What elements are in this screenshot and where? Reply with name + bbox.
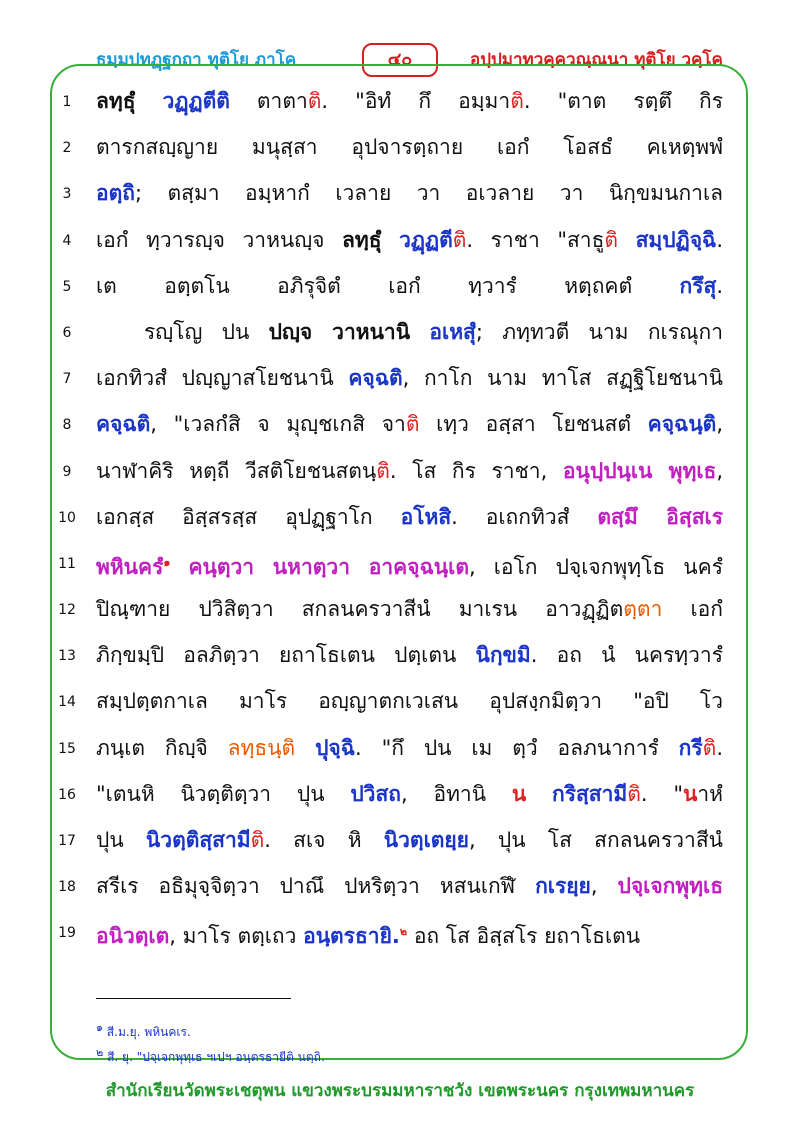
text-line	[0, 680, 800, 726]
text-line	[0, 911, 800, 957]
text-segment: อถ โส อิสฺสโร ยถาโธเตน	[407, 924, 641, 949]
text-line	[0, 588, 800, 634]
text-segment: . "ตาต รตฺตึ กิร	[523, 89, 723, 113]
line-text	[96, 130, 723, 164]
text-segment: ; ภทฺทวตี นาม กเรณุกา	[475, 319, 724, 344]
line-number: 3	[62, 186, 72, 203]
text-segment: ตารกสญฺญาย มนุสฺสา อุปจารตฺถาย เอกํ โอสธํ คเหตฺพพํ	[96, 135, 723, 160]
text-segment	[170, 555, 188, 579]
text-segment: , กาโก นาม ทาโส สฏฺฐิโยชนานิ	[402, 366, 723, 391]
text-line	[0, 727, 800, 773]
text-segment: วฏฺฏตี	[399, 227, 453, 252]
text-segment: เทฺว อสฺสา โยชนสตํ	[419, 412, 648, 437]
text-segment: ,	[716, 412, 723, 437]
text-segment: น	[511, 781, 527, 806]
text-segment: . "อิทํ กึ อมฺมา	[321, 89, 511, 113]
text-segment: ลทฺธุํ	[342, 227, 382, 252]
text-segment: ; ตสฺมา อมฺหากํ เวลาย วา อเวลาย วา นิกฺขมนกาเล	[134, 181, 723, 206]
text-segment: . สเจ หิ	[264, 828, 384, 852]
text-segment: น	[683, 781, 698, 806]
line-number: 16	[58, 786, 76, 803]
line-text	[96, 315, 723, 349]
text-line	[0, 265, 800, 311]
text-segment: กรี	[678, 735, 703, 760]
text-segment: ตาตา	[229, 89, 308, 113]
text-segment	[410, 320, 429, 344]
line-text	[96, 684, 723, 718]
line-number: 17	[58, 833, 76, 849]
text-segment: ตสฺมึ อิสฺสเร	[597, 504, 723, 529]
text-segment	[618, 228, 636, 252]
text-segment: ติ	[405, 412, 420, 437]
footnote-2	[96, 1043, 325, 1067]
line-number: 19	[58, 925, 76, 942]
text-segment: . อถ นํ นครทฺวารํ	[530, 643, 723, 668]
line-number: 9	[62, 463, 72, 480]
line-text	[96, 777, 723, 811]
line-text	[96, 915, 723, 953]
text-segment: ปญฺจ วาหนานิ	[268, 319, 411, 344]
footnote-rule	[96, 998, 291, 999]
text-line	[0, 403, 800, 449]
text-segment: .	[716, 227, 723, 252]
chapter-title: อปฺปมาทวคฺควณฺณนา ทุติโย วคฺโค	[470, 50, 723, 70]
line-text	[96, 869, 723, 903]
text-line	[0, 80, 800, 126]
text-segment: .	[391, 924, 400, 949]
text-segment: เอกํ ทฺวารญฺจ วาหนญฺจ	[96, 227, 343, 252]
text-segment: รญฺโญ ปน	[144, 319, 269, 344]
text-segment: . โส กิร ราชา,	[389, 458, 563, 483]
text-segment: ภิกฺขมฺปิ อลภิตฺวา ยถาโธเตน ปตฺเตน	[96, 643, 476, 668]
text-segment: กรึสุ	[679, 273, 717, 298]
text-segment: พหินครํ	[96, 554, 164, 579]
text-segment: คจฺฉนฺติ	[647, 412, 717, 437]
line-text	[96, 500, 723, 534]
text-segment: อเหสุํ	[429, 319, 476, 344]
footnote-2-text: สี. ยุ. "ปจฺเจกพุทฺเธ ฯเปฯ อนฺตรธายีติ นตฺถิ.	[103, 1050, 325, 1064]
text-line	[0, 172, 800, 218]
text-segment: นาฬาคิริ หตฺถี วีสติโยชนสตนฺ	[96, 458, 377, 483]
line-text	[96, 823, 723, 857]
text-line	[0, 126, 800, 172]
text-segment: อนฺตรธายิ	[303, 924, 392, 949]
line-number: 8	[62, 417, 72, 434]
text-segment: ติ	[604, 227, 619, 252]
line-number: 1	[62, 94, 72, 110]
text-segment: , มาโร ตตฺเถว	[169, 924, 304, 949]
text-segment: ปุน	[96, 828, 146, 852]
text-segment: คจฺฉติ	[348, 366, 403, 391]
line-text	[96, 454, 723, 488]
text-segment: ติ	[376, 458, 390, 483]
line-text	[96, 176, 723, 210]
text-segment: , อิทานิ	[401, 781, 512, 806]
text-line	[0, 311, 800, 357]
text-segment: "เตนหิ นิวตฺติตฺวา ปุน	[96, 781, 351, 806]
text-segment: สมฺปฏิจฺฉิ	[635, 227, 717, 252]
text-segment	[295, 736, 315, 760]
line-text	[96, 269, 723, 303]
footnote-2-mark: ๒	[96, 1046, 104, 1059]
text-segment: เอกํ	[662, 597, 723, 622]
text-line	[0, 542, 800, 588]
text-segment: ติ	[307, 89, 322, 113]
text-segment: ลทฺธุํ	[96, 89, 136, 113]
line-text	[96, 361, 723, 395]
text-segment: . อเถกทิวสํ	[451, 504, 598, 529]
text-segment: เต อตฺตโน อภิรุจิตํ เอกํ ทฺวารํ หตฺถคตํ	[96, 273, 680, 298]
text-segment: นิวตฺติสฺสามี	[145, 828, 251, 852]
text-segment: ติ	[452, 227, 467, 252]
text-segment: . "	[640, 781, 684, 806]
line-text	[96, 638, 723, 672]
text-segment: ติ	[250, 828, 265, 852]
footer-text: สำนักเรียนวัดพระเชตุพน แขวงพระบรมมหาราชวัง เขตพระนคร กรุงเทพมหานคร	[105, 1081, 695, 1101]
line-text	[96, 592, 723, 626]
text-segment: เอกสฺส อิสฺสรสฺส อุปฏฺฐาโก	[96, 504, 401, 529]
text-line	[0, 450, 800, 496]
text-segment: วฏฺฏตีติ	[162, 89, 230, 113]
footnote-ref: ๒	[399, 925, 408, 939]
text-segment: ปิณฺฑาย ปวิสิตฺวา สกลนครวาสีนํ มาเรน อาวฏฺฏิต	[96, 597, 624, 622]
text-segment: .	[716, 735, 723, 760]
text-line	[0, 865, 800, 911]
text-line	[0, 219, 800, 265]
line-number: 12	[58, 602, 76, 619]
text-segment: เอกทิวสํ ปญฺญาสโยชนานิ	[96, 366, 349, 391]
text-segment: ติ	[627, 781, 641, 806]
text-segment	[526, 782, 552, 806]
text-segment: . ราชา "สาธู	[466, 227, 605, 252]
text-segment: ภนฺเต กิญฺจิ	[96, 735, 228, 760]
text-line	[0, 357, 800, 403]
text-segment: ปุจฺฉิ	[315, 735, 356, 760]
line-text	[96, 731, 723, 765]
text-segment: ติ	[702, 735, 717, 760]
book-title: ธมฺมปทฏฺฐกถา ทุติโย ภาโค	[96, 50, 297, 70]
text-segment: , "เวลกํสิ จ มุญฺชเกสิ จา	[150, 412, 406, 437]
text-line	[0, 773, 800, 819]
line-number: 2	[62, 140, 72, 157]
text-segment: าหํ	[697, 781, 724, 806]
text-segment: ลทฺธนฺติ	[227, 735, 296, 760]
text-segment: ,	[590, 874, 618, 899]
text-line	[0, 496, 800, 542]
text-segment: อนิวตฺเต	[96, 924, 170, 949]
line-text	[96, 546, 723, 584]
text-segment: , เอโก ปจฺเจกพุทฺโธ นครํ	[468, 554, 723, 579]
line-text	[96, 84, 723, 118]
footnote-1	[96, 1018, 191, 1042]
text-segment: สมฺปตฺตกาเล มาโร อญฺญาตกเวเสน อุปสงฺกมิตฺวา "อปิ โว	[96, 689, 723, 714]
text-segment: ปจฺเจกพุทฺเธ	[617, 874, 724, 899]
text-segment	[382, 228, 400, 252]
text-segment: สรีเร อธิมุจฺจิตฺวา ปาณึ ปหริตฺวา หสนเกฬึ	[96, 874, 536, 899]
line-number: 15	[58, 740, 76, 757]
text-segment: อโหสิ	[400, 504, 452, 529]
text-segment: คนฺตฺวา นหาตฺวา อาคจฺฉนฺเต	[188, 554, 469, 579]
text-segment: กเรยฺย	[535, 874, 591, 899]
line-number: 7	[62, 371, 72, 388]
line-number: 18	[58, 879, 76, 896]
text-segment: คจฺฉติ	[96, 412, 151, 437]
text-segment	[136, 89, 163, 113]
line-text	[96, 407, 723, 441]
line-number: 11	[58, 555, 76, 572]
text-segment: นิกฺขมิ	[475, 643, 531, 668]
text-segment: , ปุน โส สกลนครวาสีนํ	[469, 828, 723, 852]
line-number: 6	[62, 324, 72, 341]
text-segment: ,	[716, 458, 724, 483]
text-segment: ติ	[510, 89, 524, 113]
text-body	[0, 80, 800, 958]
line-number: 10	[58, 509, 76, 526]
text-segment: ตฺตา	[623, 597, 663, 622]
line-number: 4	[62, 232, 72, 249]
text-segment: กริสฺสามี	[551, 781, 628, 806]
text-segment: . "กึ ปน เม ตฺวํ อลภนาการํ	[355, 735, 679, 760]
line-number: 13	[58, 648, 76, 665]
line-number: 5	[62, 278, 72, 295]
text-segment: .	[716, 273, 723, 298]
footnote-1-mark: ๑	[96, 1021, 103, 1034]
text-segment: อนุปฺปนฺเน พุทฺเธ	[562, 458, 717, 483]
text-segment: นิวตฺเตยฺย	[383, 828, 469, 852]
text-line	[0, 819, 800, 865]
line-text	[96, 223, 723, 257]
text-segment: อตฺถิ	[96, 181, 135, 206]
line-number: 14	[58, 694, 76, 711]
footnote-1-text: สี.ม.ยุ. พหินคเร.	[102, 1025, 191, 1039]
text-segment: ปวิสถ	[350, 781, 401, 806]
page-number: ๔๐	[362, 43, 438, 77]
footnote-ref: ๑	[163, 555, 171, 569]
text-line	[0, 634, 800, 680]
